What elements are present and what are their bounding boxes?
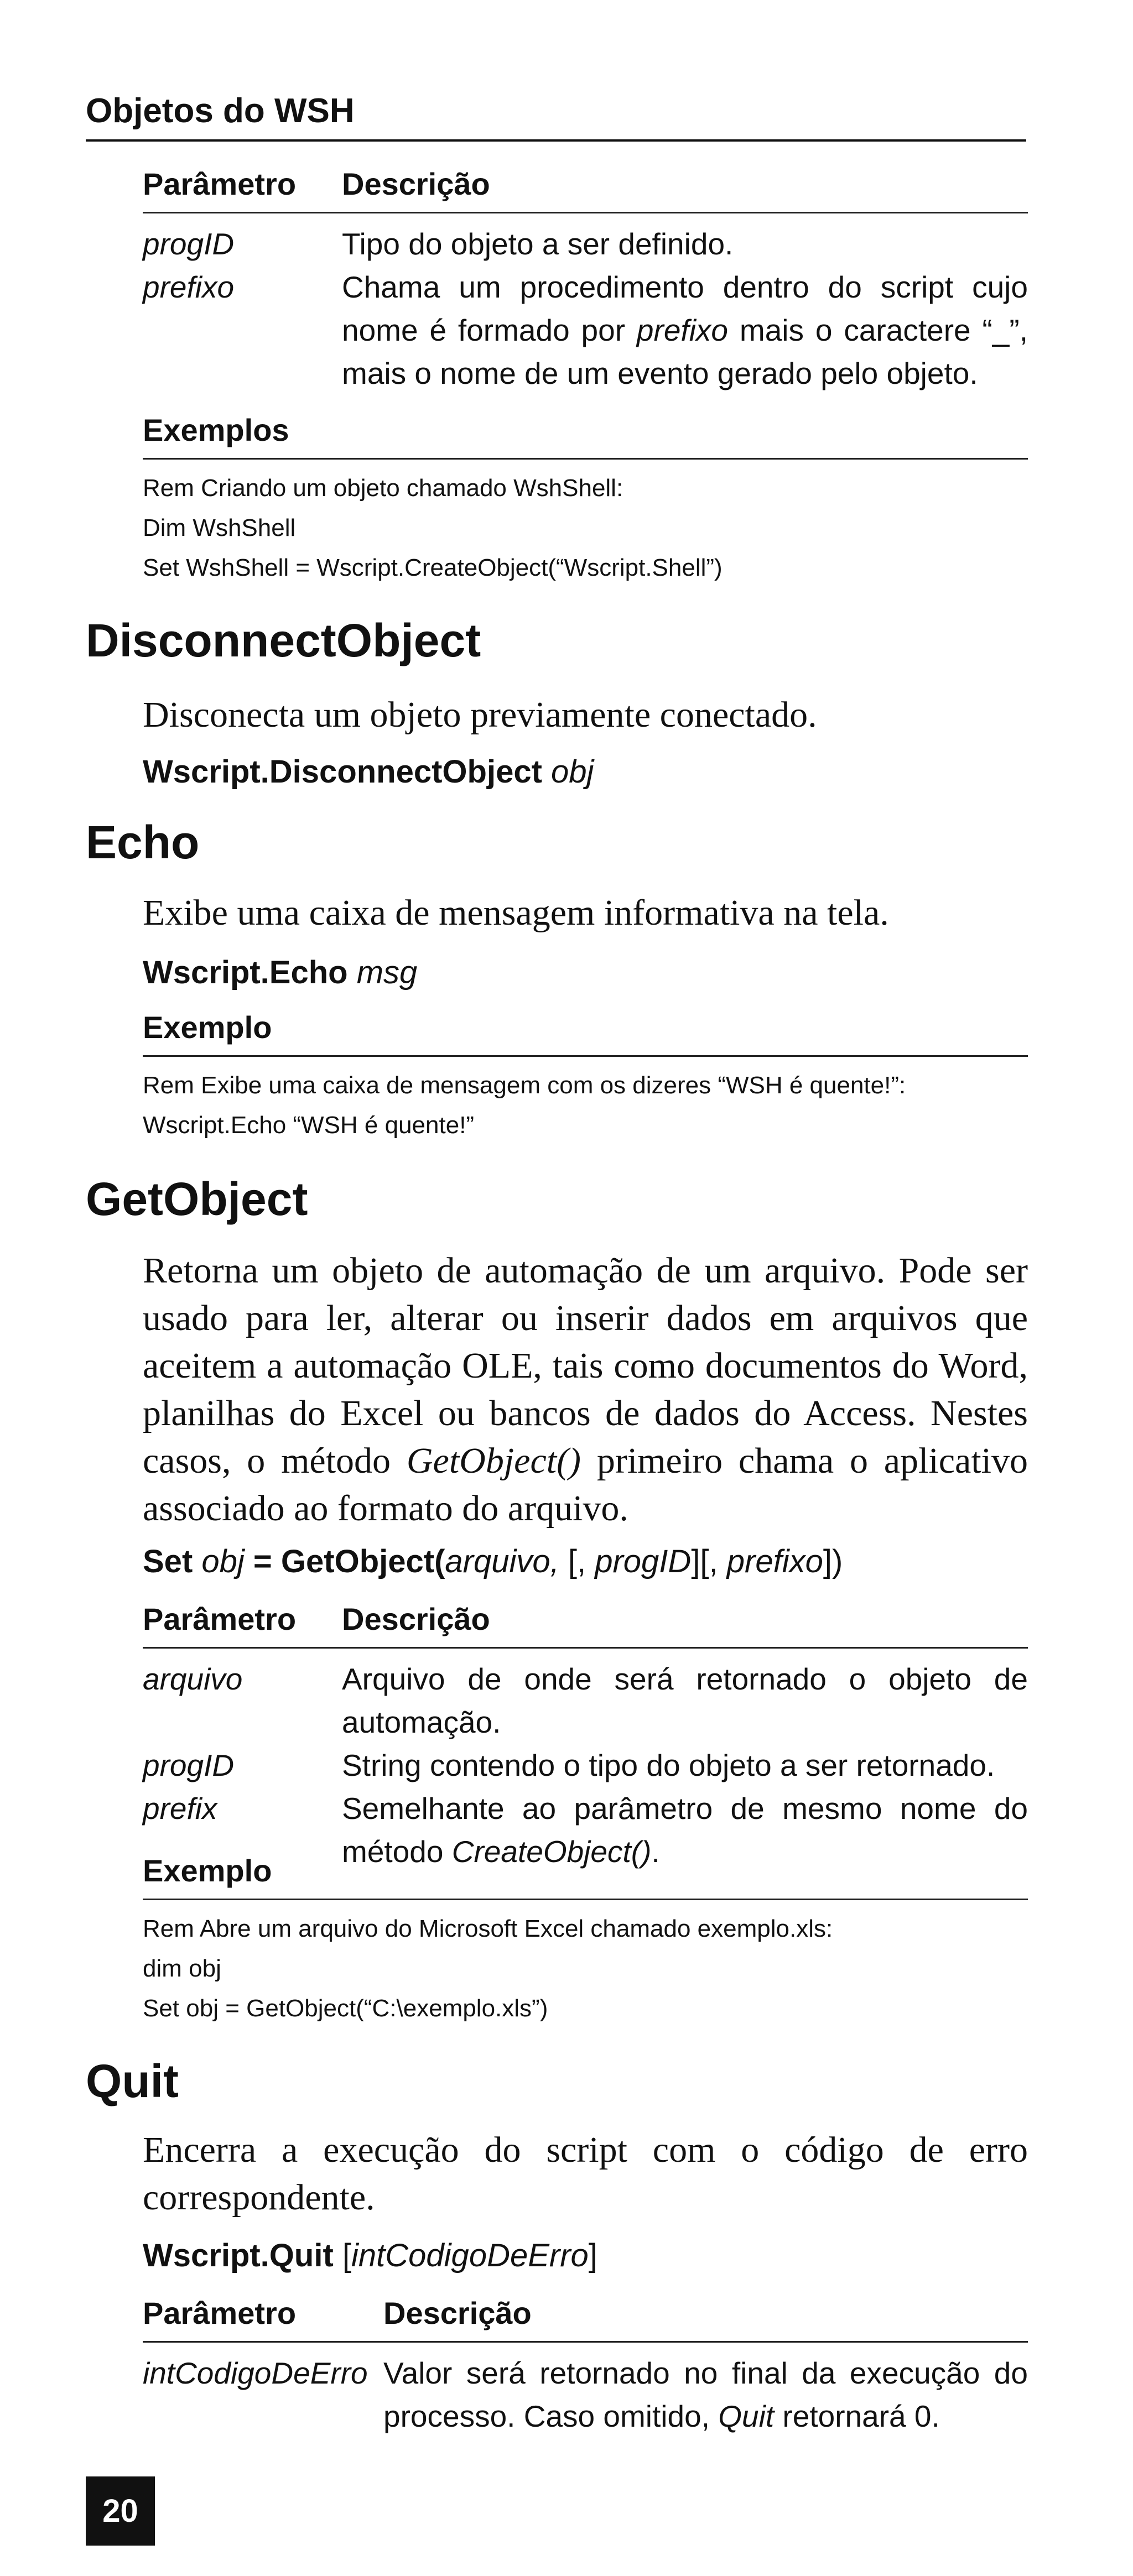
desc-col-header: Descrição (342, 1602, 490, 1636)
disconnect-syntax: Wscript.DisconnectObject obj (143, 754, 594, 790)
param-desc: Arquivo de onde será retornado o objeto de automação. (342, 1662, 1028, 1739)
param-row (143, 222, 1028, 265)
param-name: progID (143, 227, 235, 261)
param-name: progID (143, 1748, 235, 1782)
param-name: prefixo (143, 270, 235, 304)
param-name: arquivo (143, 1662, 243, 1696)
page-number: 20 (86, 2476, 155, 2546)
code-line: Rem Exibe uma caixa de mensagem com os dizeres “WSH é quente!”: (143, 1072, 906, 1099)
code-line: Set obj = GetObject(“C:\exemplo.xls”) (143, 1995, 548, 2022)
quit-param-table (143, 2295, 1028, 2438)
desc-col-header: Descrição (383, 2296, 532, 2330)
param-col-header: Parâmetro (143, 2296, 297, 2330)
param-desc: Chama um procedimento dentro do script cujo nome é formado por prefixo mais o caractere “_”, mais o nome de um evento gerado pelo objeto. (342, 270, 1028, 390)
code-line: Wscript.Echo “WSH é quente!” (143, 1112, 475, 1139)
echo-example (143, 1009, 1028, 1145)
quit-syntax: Wscript.Quit [intCodigoDeErro] (143, 2238, 597, 2273)
getobject-syntax: Set obj = GetObject(arquivo, [, progID][, prefixo]) (143, 1543, 843, 1579)
createobject-param-table (143, 166, 1028, 395)
param-row (143, 1657, 1028, 1744)
code-line: Rem Criando um objeto chamado WshShell: (143, 474, 623, 502)
section-title-disconnectobject: DisconnectObject (86, 614, 481, 666)
param-desc: Semelhante ao parâmetro de mesmo nome do método CreateObject(). (342, 1791, 1028, 1869)
param-row (143, 265, 1028, 395)
section-title-quit: Quit (86, 2055, 179, 2107)
getobject-param-table (143, 1601, 1028, 1873)
param-row (143, 1744, 1028, 1787)
param-desc: String contendo o tipo do objeto a ser retornado. (342, 1748, 995, 1782)
section-title-echo: Echo (86, 816, 200, 868)
echo-syntax: Wscript.Echo msg (143, 955, 418, 990)
param-desc: Tipo do objeto a ser definido. (342, 227, 734, 261)
running-head: Objetos do WSH (86, 92, 355, 130)
param-name: intCodigoDeErro (143, 2356, 368, 2390)
echo-description: Exibe uma caixa de mensagem informativa na tela. (143, 893, 889, 933)
section-title-getobject: GetObject (86, 1173, 308, 1225)
example-heading: Exemplo (143, 1853, 1028, 1900)
getobject-example (143, 1853, 1028, 2029)
param-name: prefix (143, 1791, 217, 1826)
param-col-header: Parâmetro (143, 1602, 297, 1636)
quit-description: Encerra a execução do script com o código de erro correspondente. (143, 2130, 1028, 2218)
code-line: Dim WshShell (143, 514, 296, 541)
example-heading: Exemplo (143, 1009, 1028, 1057)
running-head-rule (86, 139, 1026, 142)
param-row (143, 2351, 1028, 2438)
createobject-examples (143, 412, 1028, 588)
param-desc: Valor será retornado no final da execução do processo. Caso omitido, Quit retornará 0. (383, 2356, 1028, 2433)
code-line: dim obj (143, 1955, 221, 1982)
examples-heading: Exemplos (143, 412, 1028, 460)
disconnect-description: Disconecta um objeto previamente conectado. (143, 695, 817, 735)
param-table-header (143, 2295, 1028, 2343)
code-line: Set WshShell = Wscript.CreateObject(“Wscript.Shell”) (143, 554, 723, 581)
param-table-header (143, 1601, 1028, 1649)
code-line: Rem Abre um arquivo do Microsoft Excel chamado exemplo.xls: (143, 1915, 833, 1942)
param-col-header: Parâmetro (143, 166, 297, 201)
param-table-header (143, 166, 1028, 213)
getobject-description: Retorna um objeto de automação de um arquivo. Pode ser usado para ler, alterar ou inserir dados em arquivos que aceitem a automação OLE, tais como documentos do Word, planilhas do Excel ou bancos de dados do Access. Nestes casos, o método GetObject() primeiro chama o aplicativo associado ao formato do arquivo. (143, 1250, 1028, 1529)
desc-col-header: Descrição (342, 166, 490, 201)
